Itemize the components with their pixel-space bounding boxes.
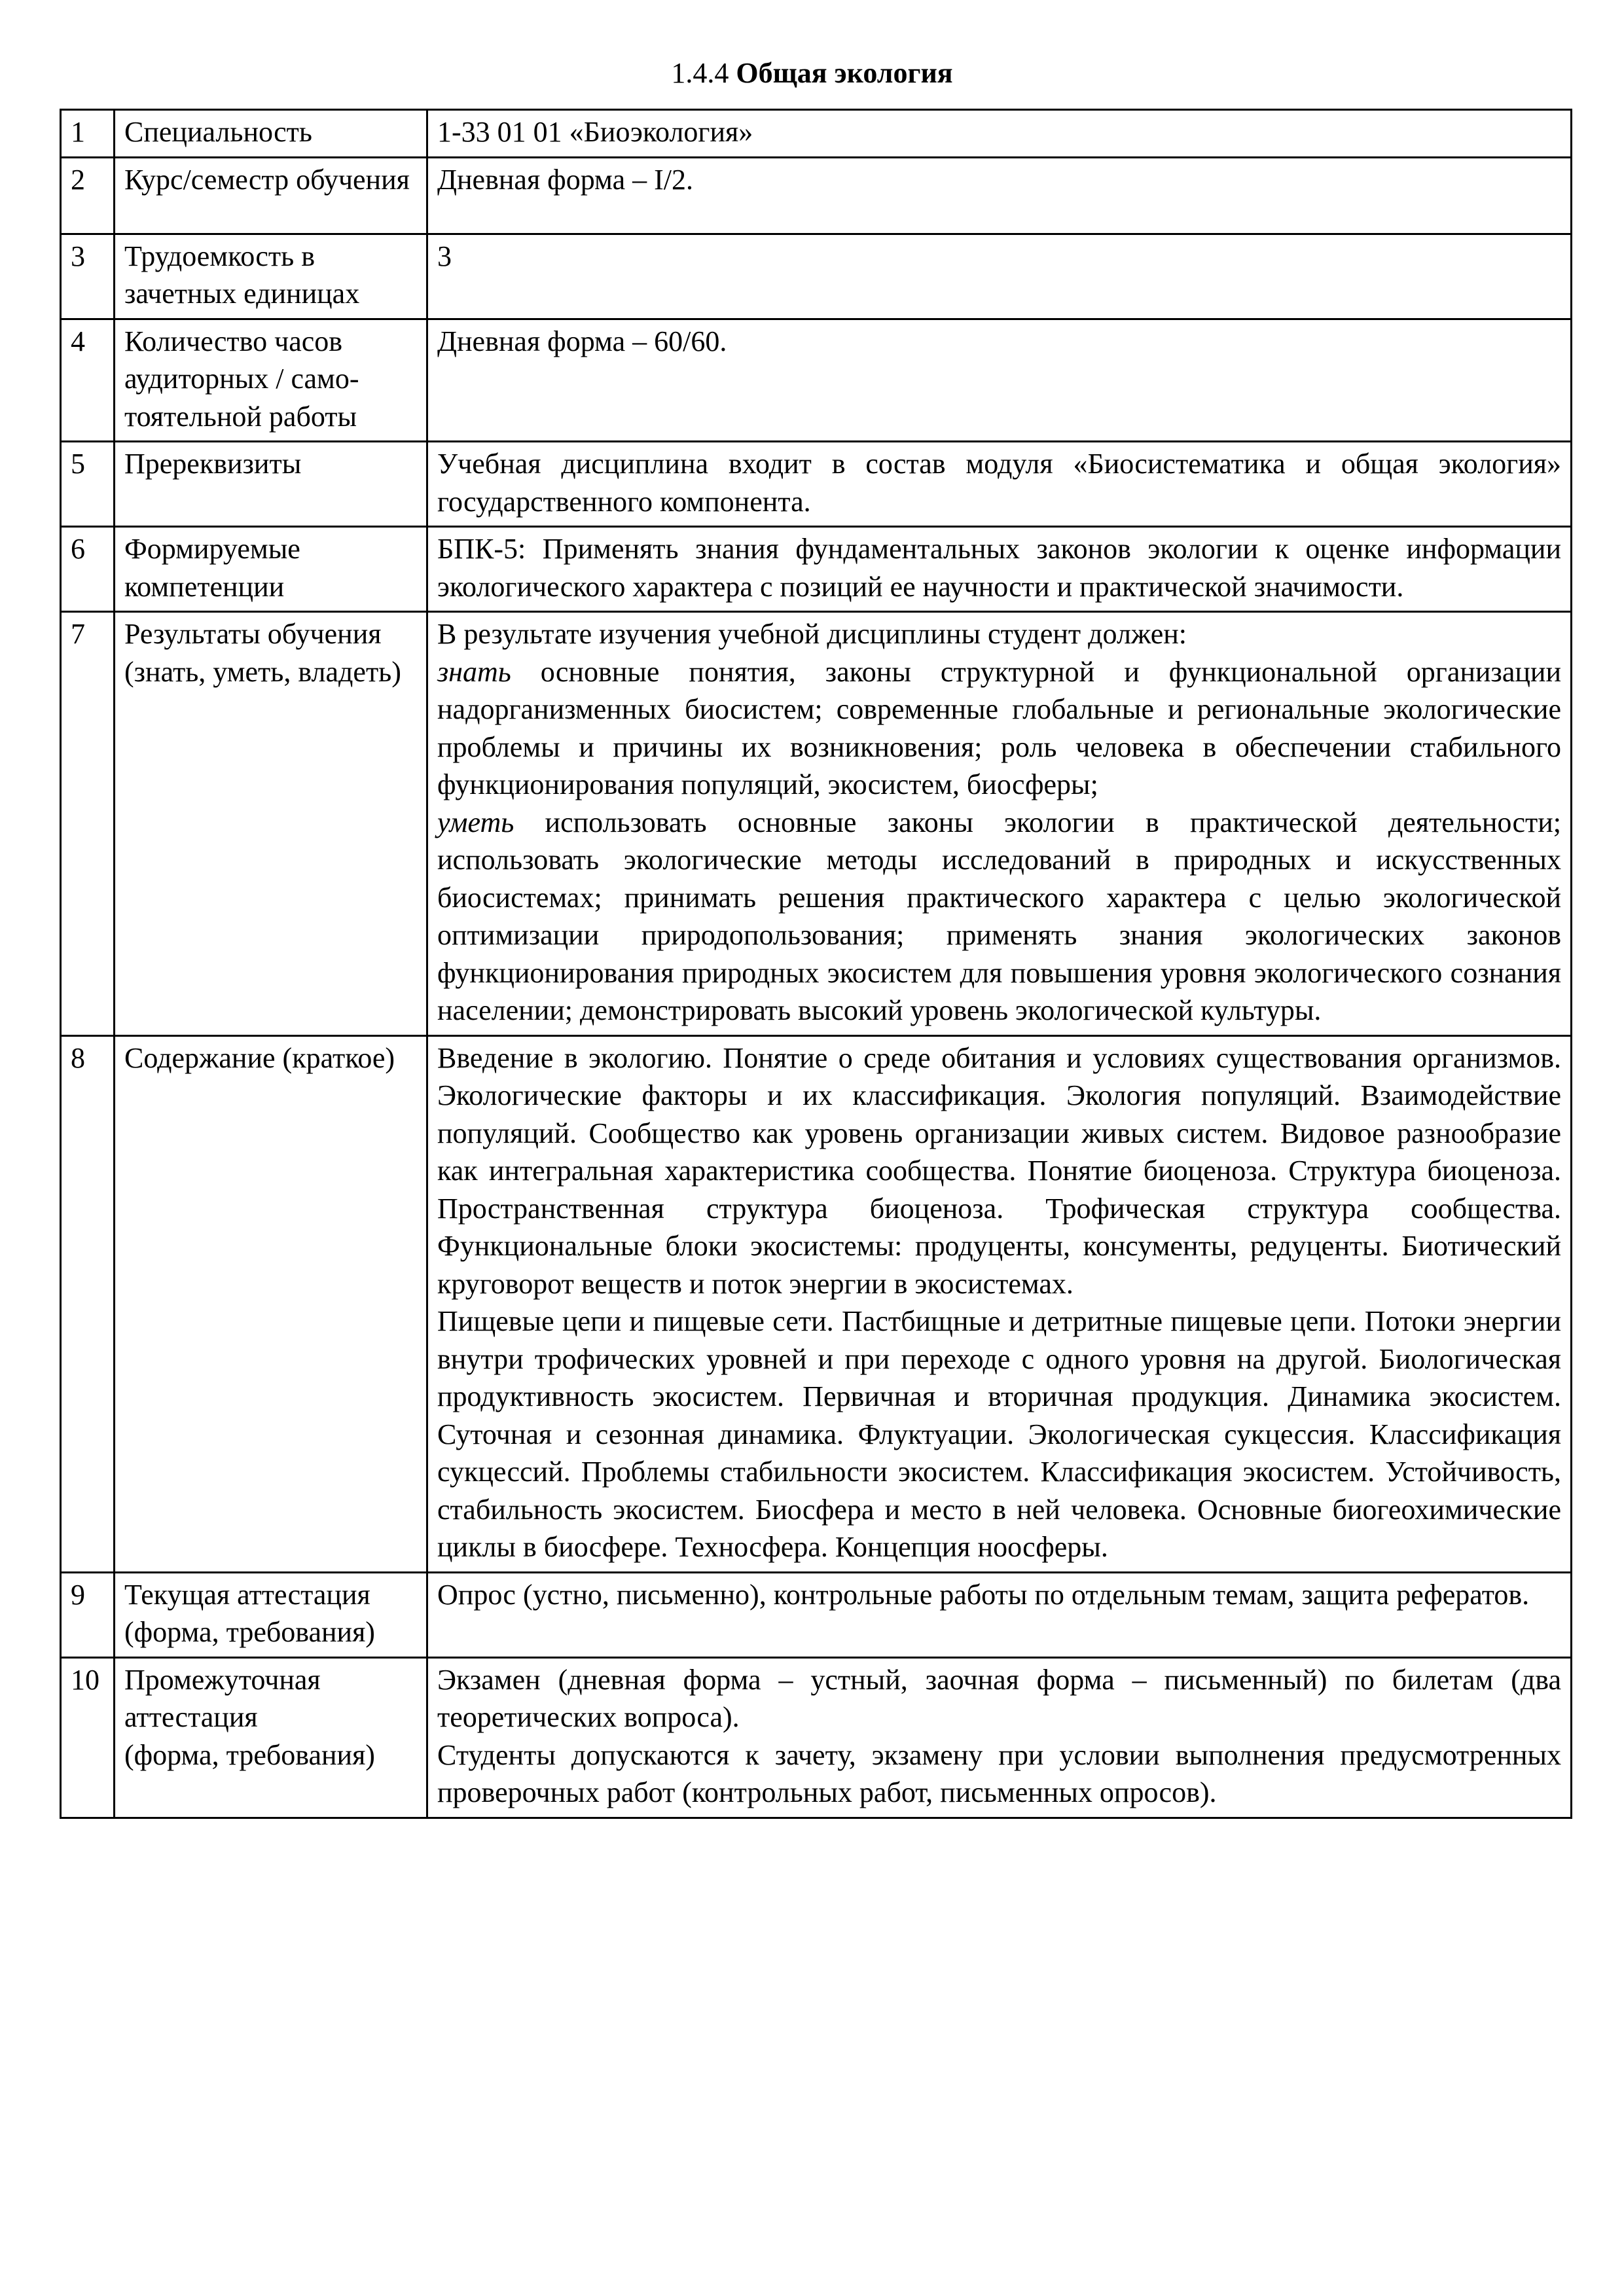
row-number: 4 xyxy=(61,319,115,442)
content-paragraph: Экзамен (дневная форма – устный, заочная форма – письменный) по билетам (два теоретических вопроса). xyxy=(437,1663,1561,1733)
row-number: 7 xyxy=(61,612,115,1036)
row-number: 5 xyxy=(61,442,115,527)
know-text: основные понятия, законы структурной и функциональной организации надорганизменных биосистем; современные глобальные и региональные экологические проблемы и причины их возникновения; роль человека в обеспечении стабильного функционирования популяций, экосистем, биосферы; xyxy=(437,655,1561,800)
table-row xyxy=(61,319,1572,442)
row-label: Формируемые компетенции xyxy=(115,527,427,612)
table-row xyxy=(61,110,1572,158)
row-label: Пререквизиты xyxy=(115,442,427,527)
row-label-line: аттестация xyxy=(124,1701,258,1733)
results-know xyxy=(437,653,1561,804)
can-text: использовать основные законы экологии в практической деятельности; использовать экологические методы исследований в природных и искусственных биосистемах; принимать решения практического характера с целью экологической оптимизации природопользования; применять знания экологических законов функционирования природных экосистем для повышения уровня экологического сознания населении; демонстрировать высокий уровень экологической культуры. xyxy=(437,806,1561,1026)
content-paragraph: Пищевые цепи и пищевые сети. Пастбищные и детритные пищевые цепи. Потоки энергии внутри трофических уровней и при переходе с одного уровня на другой. Биологическая продуктивность экосистем. Первичная и вторичная продукция. Динамика экосистем. Суточная и сезонная динамика. Флуктуации. Экологическая сукцессия. Классификация сукцессий. Проблемы стабильности экосистем. Классификация экосистем. Устойчивость, стабильность экосистем. Биосфера и место в ней человека. Основные биогеохимические циклы в биосфере. Техносфера. Концепция ноосферы. xyxy=(437,1305,1561,1563)
results-intro: В результате изучения учебной дисциплины студент должен: xyxy=(437,618,1187,650)
content-paragraph: Студенты допускаются к зачету, экзамену при условии выполнения предусмотренных проверочных работ (контрольных работ, письменных опросов). xyxy=(437,1738,1561,1808)
row-content: Дневная форма – I/2. xyxy=(427,157,1572,234)
row-label-line: Промежуточная xyxy=(124,1663,321,1696)
row-content: Опрос (устно, письменно), контрольные работы по отдельным темам, защита рефератов. xyxy=(437,1578,1530,1611)
row-number: 9 xyxy=(61,1572,115,1657)
row-number: 2 xyxy=(61,157,115,234)
row-label: Курс/семестр обучения xyxy=(115,157,427,234)
table-row xyxy=(61,1657,1572,1818)
row-content: Учебная дисциплина входит в состав модуля «Биосистематика и общая экология» государственного компонента. xyxy=(437,448,1561,518)
section-number: 1.4.4 xyxy=(671,57,729,89)
row-content: 3 xyxy=(427,234,1572,319)
row-content: БПК-5: Применять знания фундаментальных законов экологии к оценке информации экологического характера с позиций ее научности и практической значимости. xyxy=(437,533,1561,603)
row-label: Трудоемкость в зачетных единицах xyxy=(115,234,427,319)
row-number: 1 xyxy=(61,110,115,158)
row-number: 3 xyxy=(61,234,115,319)
row-label: Специальность xyxy=(115,110,427,158)
table-row xyxy=(61,527,1572,612)
row-label-line: (форма, требования) xyxy=(124,1738,375,1771)
table-row xyxy=(61,157,1572,234)
know-term: знать xyxy=(437,655,511,688)
row-number: 8 xyxy=(61,1035,115,1572)
row-label: Текущая аттестация (форма, требования) xyxy=(115,1572,427,1657)
row-content: 1-33 01 01 «Биоэкология» xyxy=(427,110,1572,158)
table-row xyxy=(61,442,1572,527)
row-number: 10 xyxy=(61,1657,115,1818)
row-label xyxy=(115,1657,427,1818)
row-number: 6 xyxy=(61,527,115,612)
table-row xyxy=(61,1572,1572,1657)
section-title: Общая экология xyxy=(736,57,953,89)
row-label: Результаты обучения (знать, уметь, владеть) xyxy=(115,612,427,1036)
row-content: Дневная форма – 60/60. xyxy=(427,319,1572,442)
row-label: Количество часов аудиторных / само-тоятельной работы xyxy=(115,319,427,442)
page-title xyxy=(0,54,1624,93)
syllabus-table xyxy=(60,109,1572,1819)
results-can xyxy=(437,804,1561,1030)
table-row xyxy=(61,1035,1572,1572)
can-term: уметь xyxy=(437,806,514,838)
table-row xyxy=(61,612,1572,1036)
table-row xyxy=(61,234,1572,319)
content-paragraph: Введение в экологию. Понятие о среде обитания и условиях существования организмов. Экологические факторы и их классификация. Экология популяций. Взаимодействие популяций. Сообщество как уровень организации живых систем. Видовое разнообразие как интегральная характеристика сообщества. Понятие биоценоза. Структура биоценоза. Пространственная структура биоценоза. Трофическая структура сообщества. Функциональные блоки экосистемы: продуценты, консументы, редуценты. Биотический круговорот веществ и поток энергии в экосистемах. xyxy=(437,1041,1561,1300)
row-label: Содержание (краткое) xyxy=(115,1035,427,1572)
